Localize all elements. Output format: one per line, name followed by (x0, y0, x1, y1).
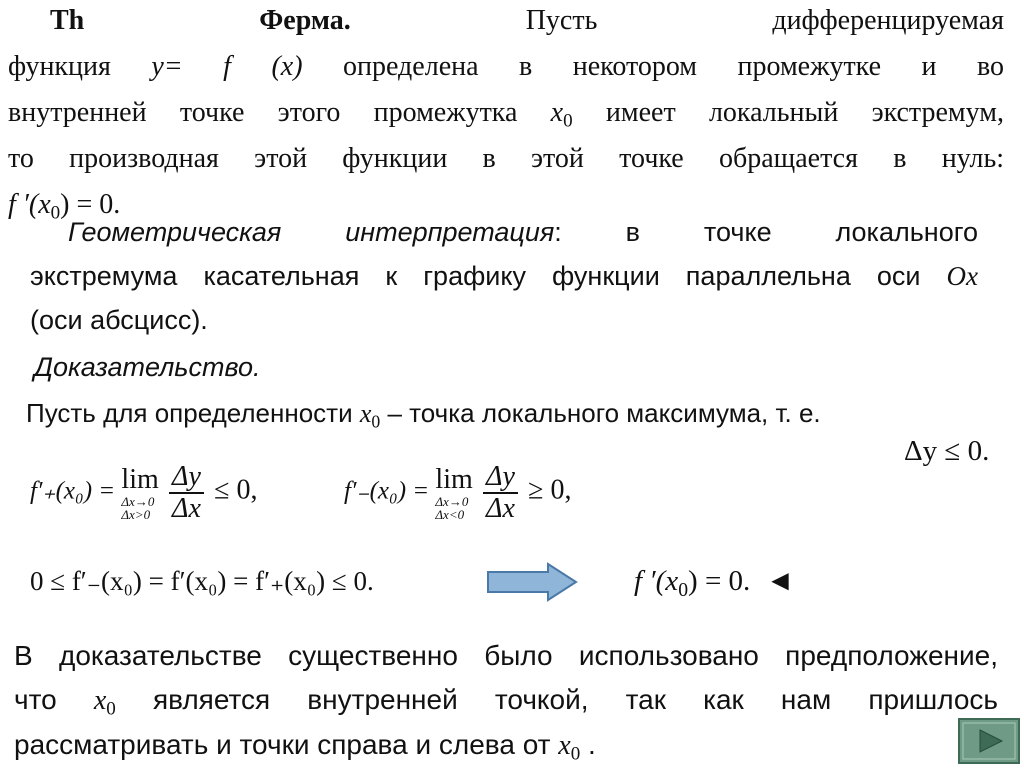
geometry-line-3: (оси абсцисс). (30, 305, 208, 335)
geometry-title: Геометрическая интерпретация (68, 217, 555, 247)
note-line-3: рассматривать и точки справа и слева от $x_0$ . (14, 729, 596, 765)
theorem-text-1: Пусть дифференцируемая (525, 5, 1005, 36)
theorem-name: Ферма. (259, 5, 351, 36)
geometry-line-2: экстремума касательная к графику функции параллельна оси Ox (30, 261, 978, 291)
theorem-line-1 (8, 0, 1004, 44)
right-derivative: f′₊(x₀) = lim Δx→0 Δx>0 $\frac{\Delta y}{\Delta x}$ ≤ 0, (30, 461, 258, 524)
qed-icon: ◄ (765, 565, 795, 597)
function-notation: y= f (x) (151, 51, 303, 82)
result-formula: f $'(x_0) = 0$. ◄ (634, 565, 795, 601)
theorem-line-2: функция y= f (x) определена в некотором промежутке и во (8, 51, 1004, 82)
delta-y-inequality: Δy ≤ 0. (904, 435, 990, 467)
proof-title: Доказательство. (34, 352, 261, 382)
chain-inequality: 0 ≤ f′₋(x₀) = f′(x₀) = f′₊(x₀) ≤ 0. (30, 566, 374, 596)
note-paragraph (14, 634, 998, 768)
note-line-2: что $x_0$ является внутренней точкой, так как нам пришлось (14, 684, 999, 720)
theorem-formula: f $'(x_0) = 0$. (8, 189, 121, 224)
axis-ox: Ox (946, 261, 978, 291)
theorem-paragraph (8, 0, 1004, 228)
geometry-line-1: Геометрическая интерпретация: в точке локального (68, 217, 978, 247)
right-arrow-icon (486, 562, 578, 602)
proof-line-1: Пусть для определенности $x_0$ – точка локального максимума, т. е. (26, 398, 821, 432)
next-slide-button[interactable] (958, 718, 1020, 764)
theorem-label: Th (50, 5, 85, 36)
note-line-1: В доказательстве существенно было использовано предположение, (14, 640, 998, 671)
theorem-line-3: внутренней точке этого промежутка $x_0$ имеет локальный экстремум, (8, 97, 1004, 132)
geometry-paragraph (30, 210, 978, 342)
left-derivative: f′₋(x₀) = lim Δx→0 Δx<0 $\frac{\Delta y}{\Delta x}$ ≥ 0, (344, 461, 572, 524)
theorem-line-4: то производная этой функции в этой точке обращается в нуль: (8, 143, 1004, 174)
